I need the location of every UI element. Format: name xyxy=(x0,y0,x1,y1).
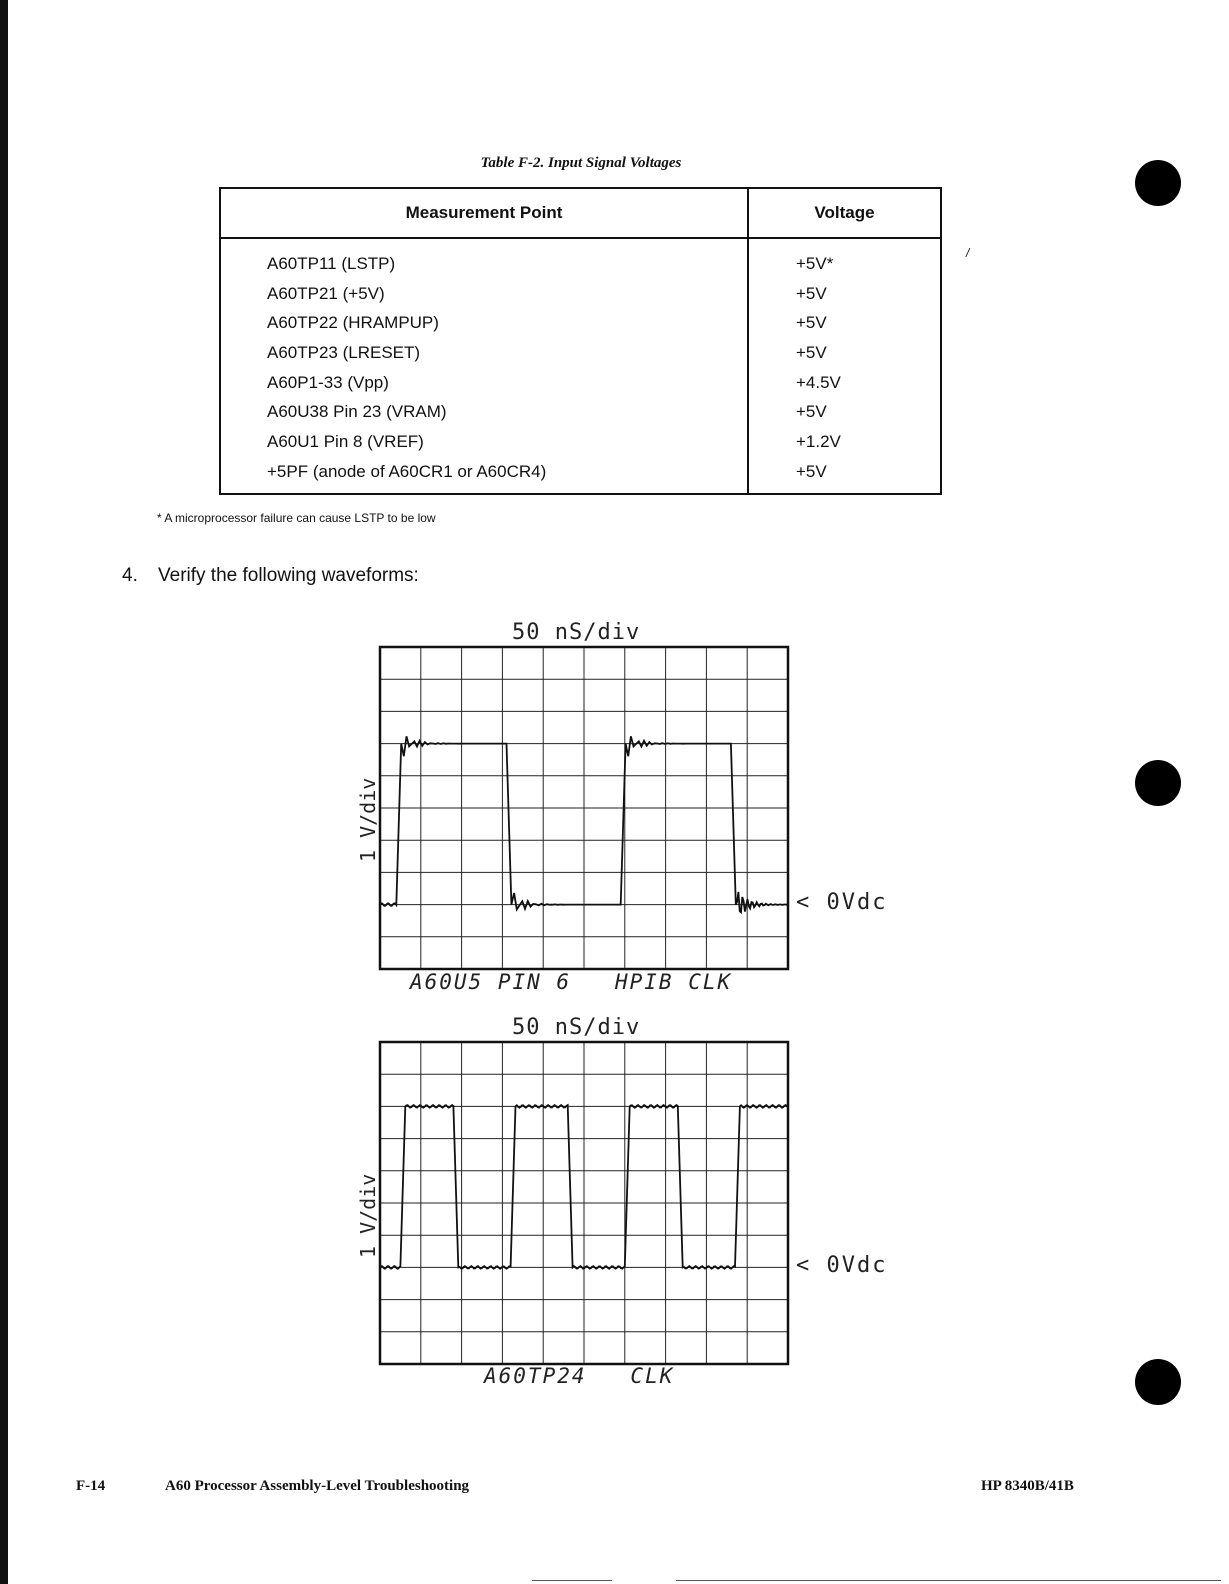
table-header-row xyxy=(220,188,941,238)
scope-2-caption: A60TP24 CLK xyxy=(484,1364,675,1388)
footer-section-title: A60 Processor Assembly-Level Troubleshooting xyxy=(165,1478,470,1494)
header-voltage: Voltage xyxy=(748,188,941,238)
punch-hole-top xyxy=(1135,160,1181,206)
punch-hole-middle xyxy=(1135,760,1181,806)
voltage-cell: +5V* xyxy=(796,253,834,273)
voltage-cell: +5V xyxy=(796,283,827,303)
step-number: 4. xyxy=(122,565,138,586)
punch-hole-bottom xyxy=(1135,1359,1181,1405)
table-footnote: * A microprocessor failure can cause LSTP to be low xyxy=(157,511,436,525)
table-row xyxy=(220,397,941,427)
binding-edge xyxy=(0,0,8,1584)
bottom-rule-right xyxy=(676,1580,1221,1581)
table-row xyxy=(220,368,941,398)
measurement-point-cell: A60P1-33 (Vpp) xyxy=(220,368,748,398)
scope-1-waveform-display xyxy=(378,645,790,971)
measurement-point-cell: A60TP22 (HRAMPUP) xyxy=(220,308,748,338)
scope-1-timebase: 50 nS/div xyxy=(512,620,641,645)
voltage-cell: +5V xyxy=(796,461,827,481)
measurement-point-cell: A60TP23 (LRESET) xyxy=(220,338,748,368)
stray-mark: / xyxy=(966,246,970,260)
table-caption: Table F-2. Input Signal Voltages xyxy=(480,155,682,171)
scope-1-screen xyxy=(378,645,790,971)
scope-2-waveform-display xyxy=(378,1040,790,1366)
reference-arrow-icon: < xyxy=(796,1253,827,1278)
table-row xyxy=(220,308,941,338)
scope-2-vertical-scale: 1 V/div xyxy=(356,1173,380,1258)
voltage-cell: +5V xyxy=(796,342,827,362)
footer-page-number: F-14 xyxy=(76,1478,106,1494)
measurement-point-cell: +5PF (anode of A60CR1 or A60CR4) xyxy=(220,457,748,494)
measurement-point-cell: A60U38 Pin 23 (VRAM) xyxy=(220,397,748,427)
measurement-point-cell: A60TP11 (LSTP) xyxy=(220,238,748,279)
procedure-step xyxy=(122,565,419,587)
measurement-point-cell: A60U1 Pin 8 (VREF) xyxy=(220,427,748,457)
table-row xyxy=(220,427,941,457)
reference-arrow-icon: < xyxy=(796,890,827,915)
table-row xyxy=(220,279,941,309)
table-row xyxy=(220,338,941,368)
scope-1-reference-label: < 0Vdc xyxy=(796,890,888,915)
header-measurement-point: Measurement Point xyxy=(220,188,748,238)
voltage-cell: +5V xyxy=(796,402,827,422)
bottom-rule-left xyxy=(532,1580,612,1581)
scope-2-reference-label: < 0Vdc xyxy=(796,1253,888,1278)
scope-1-vertical-scale: 1 V/div xyxy=(356,777,380,862)
footer-model: HP 8340B/41B xyxy=(981,1478,1074,1494)
scope-1-caption: A60U5 PIN 6 HPIB CLK xyxy=(410,970,733,994)
scope-2-screen xyxy=(378,1040,790,1366)
measurement-point-cell: A60TP21 (+5V) xyxy=(220,279,748,309)
voltage-cell: +4.5V xyxy=(796,372,841,392)
table-row xyxy=(220,457,941,494)
voltage-cell: +1.2V xyxy=(796,431,841,451)
input-signal-voltages-table xyxy=(219,187,942,495)
voltage-cell: +5V xyxy=(796,313,827,333)
scope-2-timebase: 50 nS/div xyxy=(512,1015,641,1040)
table-row xyxy=(220,238,941,279)
step-text: Verify the following waveforms: xyxy=(158,565,419,586)
